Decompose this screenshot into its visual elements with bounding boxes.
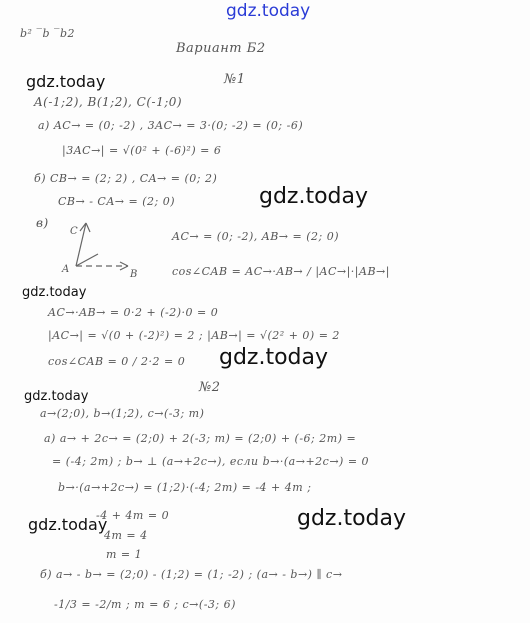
task-1-part-c-line-2: cos∠CAB = AC→·AB→ / |AC→|·|AB→| [172,265,390,278]
task-1-part-b-line-1: б) CB→ = (2; 2) , CA→ = (0; 2) [34,172,218,185]
point-label-b: B [130,269,138,280]
watermark: gdz.today [26,72,106,91]
task-2-part-a-line-2: = (-4; 2m) ; b→ ⊥ (a→+2c→), если b→·(a→+2c→) = 0 [52,455,370,468]
watermark: gdz.today [28,515,108,534]
task-2-part-a-line-3: b→·(a→+2c→) = (1;2)·(-4; 2m) = -4 + 4m ; [58,481,312,494]
task-1-part-c-line-4: |AC→| = √(0 + (-2)²) = 2 ; |AB→| = √(2² + 0) = 2 [48,329,340,342]
task-2-part-a-line-5: 4m = 4 [104,529,148,542]
point-label-a: A [62,264,70,275]
task-2-given: a→(2;0), b→(1;2), c→(-3; m) [40,407,205,420]
task-2-part-a-line-6: m = 1 [106,548,143,561]
watermark: gdz.today [219,345,329,370]
task-1-part-b-line-2: CB→ - CA→ = (2; 0) [58,195,175,208]
point-label-c: C [70,226,78,237]
variant-title: Вариант Б2 [176,41,266,56]
task-1-part-c-line-3: AC→·AB→ = 0·2 + (-2)·0 = 0 [48,306,219,319]
watermark: gdz.today [24,389,89,404]
top-scribble: b² ‾b ‾b2 [20,27,76,40]
task-2-part-b-line-1: б) a→ - b→ = (2;0) - (1;2) = (1; -2) ; (a→ - b→) ∥ c→ [40,568,343,581]
task-2-part-a-line-1: a) a→ + 2c→ = (2;0) + 2(-3; m) = (2;0) + (-6; 2m) = [44,432,357,445]
watermark: gdz.today [22,285,87,300]
task-1-part-a-line-2: |3AC→| = √(0² + (-6)²) = 6 [62,144,222,157]
watermark: gdz.today [259,184,369,209]
watermark: gdz.today [297,506,407,531]
task-2-part-b-line-2: -1/3 = -2/m ; m = 6 ; c→(-3; 6) [54,598,236,611]
watermark-top: gdz.today [226,1,311,21]
task-1-points: A(-1;2), B(1;2), C(-1;0) [34,95,183,109]
task-1-part-c-label: в) [36,216,49,230]
task-1-number: №1 [224,72,246,87]
task-1-part-a-line-1: a) AC→ = (0; -2) , 3AC→ = 3·(0; -2) = (0; -6) [38,119,304,132]
task-1-part-c-line-1: AC→ = (0; -2), AB→ = (2; 0) [172,230,340,243]
task-2-number: №2 [199,380,221,395]
task-2-part-a-line-4: -4 + 4m = 0 [96,509,170,522]
task-1-part-c-line-5: cos∠CAB = 0 / 2·2 = 0 [48,355,186,368]
